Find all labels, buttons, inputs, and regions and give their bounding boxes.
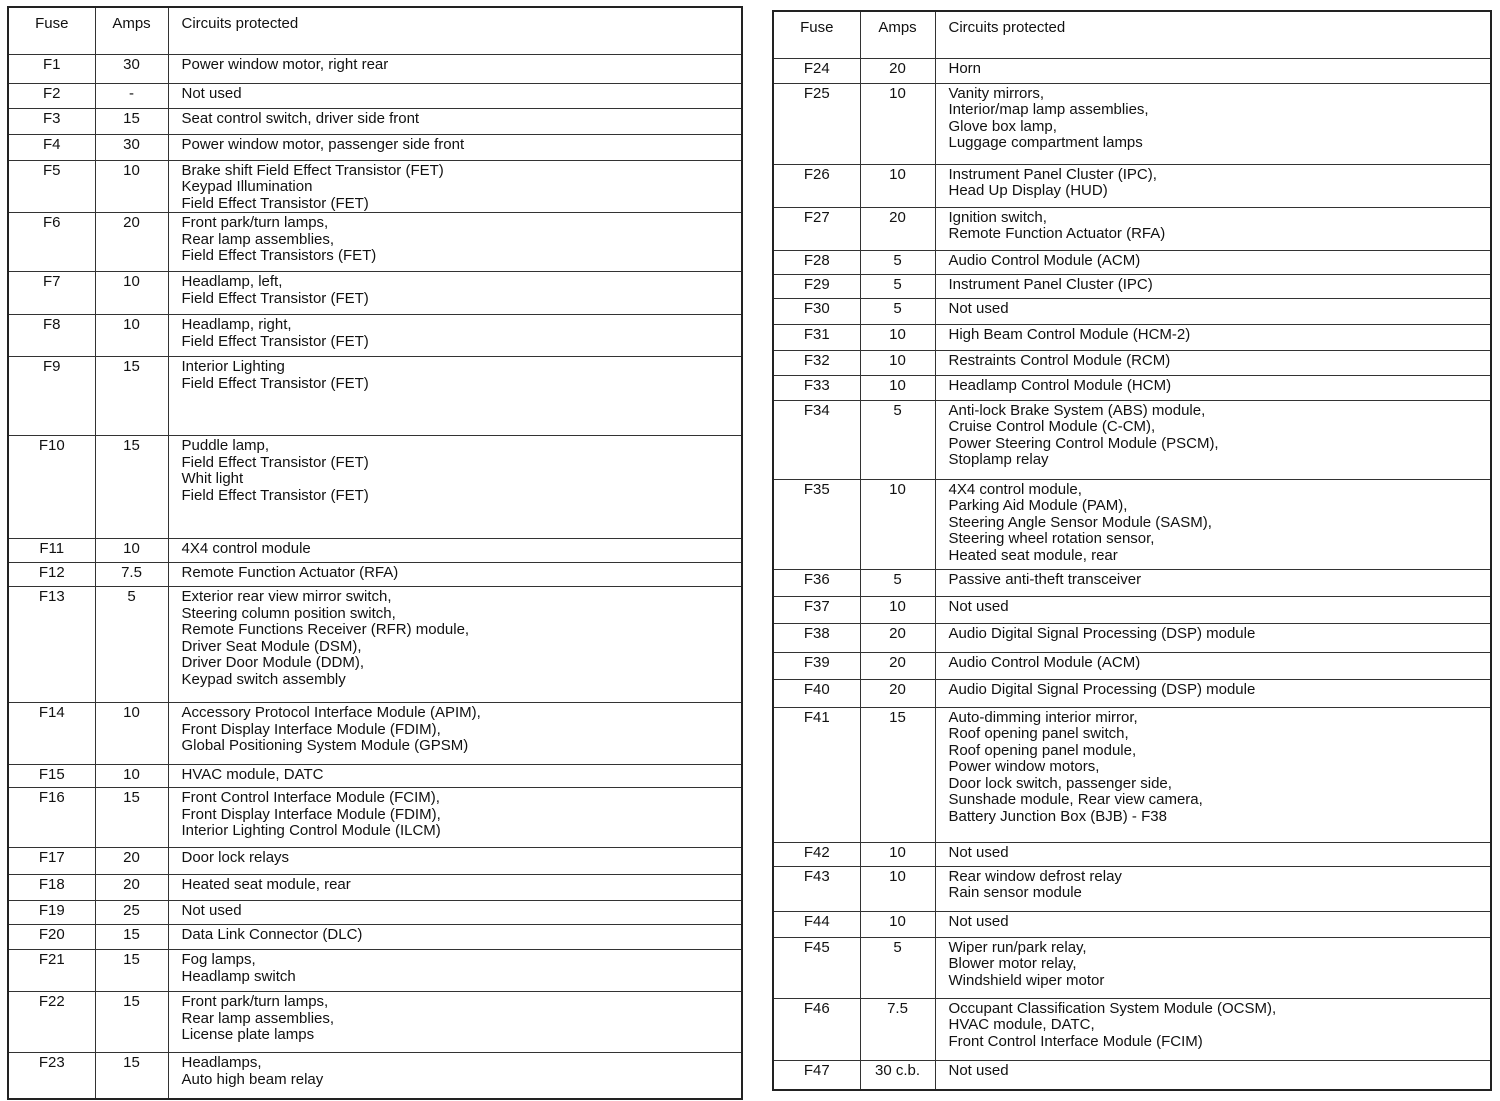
- amps-cell: 10: [860, 350, 935, 375]
- circuits-cell: Heated seat module, rear: [168, 875, 742, 901]
- circuits-cell: Not used: [935, 842, 1491, 866]
- fuse-cell: F28: [773, 250, 860, 274]
- fuse-cell: F2: [8, 83, 95, 108]
- fuse-cell: F9: [8, 357, 95, 436]
- amps-cell: 20: [860, 623, 935, 652]
- fuse-cell: F1: [8, 54, 95, 83]
- circuits-cell: Front park/turn lamps, Rear lamp assemblies, Field Effect Transistors (FET): [168, 213, 742, 272]
- circuits-cell: Ignition switch, Remote Function Actuator (RFA): [935, 207, 1491, 250]
- circuits-cell: Restraints Control Module (RCM): [935, 350, 1491, 375]
- amps-cell: 5: [95, 587, 168, 703]
- fuse-row: [8, 950, 742, 992]
- amps-cell: 15: [95, 357, 168, 436]
- circuits-cell: Front park/turn lamps, Rear lamp assemblies, License plate lamps: [168, 992, 742, 1053]
- amps-cell: 15: [95, 1053, 168, 1099]
- amps-cell: 10: [860, 842, 935, 866]
- circuits-cell: Not used: [168, 83, 742, 108]
- fuse-cell: F19: [8, 901, 95, 925]
- fuse-row: [773, 569, 1491, 596]
- fuse-row: [8, 875, 742, 901]
- amps-cell: 5: [860, 250, 935, 274]
- circuits-cell: Not used: [935, 298, 1491, 324]
- circuits-cell: Puddle lamp, Field Effect Transistor (FET) Whit light Field Effect Transistor (FET): [168, 436, 742, 539]
- amps-cell: 5: [860, 937, 935, 998]
- fuse-cell: F33: [773, 375, 860, 400]
- fuse-cell: F3: [8, 108, 95, 134]
- circuits-cell: Audio Digital Signal Processing (DSP) module: [935, 679, 1491, 707]
- fuse-cell: F7: [8, 272, 95, 315]
- amps-cell: 10: [95, 272, 168, 315]
- amps-cell: 5: [860, 298, 935, 324]
- amps-cell: 20: [860, 652, 935, 679]
- fuse-row: [8, 54, 742, 83]
- circuits-cell: 4X4 control module, Parking Aid Module (PAM), Steering Angle Sensor Module (SASM), Steering wheel rotation sensor, Heated seat module, rear: [935, 479, 1491, 569]
- circuits-cell: Exterior rear view mirror switch, Steering column position switch, Remote Functions Receiver (RFR) module, Driver Seat Module (DSM), Driver Door Module (DDM), Keypad switch assembly: [168, 587, 742, 703]
- amps-cell: 10: [95, 315, 168, 357]
- circuits-cell: Anti-lock Brake System (ABS) module, Cruise Control Module (C-CM), Power Steering Control Module (PSCM), Stoplamp relay: [935, 400, 1491, 479]
- circuits-cell: High Beam Control Module (HCM-2): [935, 324, 1491, 350]
- fuse-cell: F34: [773, 400, 860, 479]
- circuits-cell: 4X4 control module: [168, 539, 742, 563]
- fuse-cell: F27: [773, 207, 860, 250]
- fuse-row: [8, 213, 742, 272]
- fuse-cell: F25: [773, 83, 860, 164]
- circuits-cell: Accessory Protocol Interface Module (APIM), Front Display Interface Module (FDIM), Global Positioning System Module (GPSM): [168, 703, 742, 765]
- circuits-cell: HVAC module, DATC: [168, 765, 742, 788]
- header-circuits: Circuits protected: [168, 7, 742, 54]
- circuits-cell: Instrument Panel Cluster (IPC), Head Up Display (HUD): [935, 164, 1491, 207]
- fuse-row: [773, 83, 1491, 164]
- fuse-row: [8, 788, 742, 848]
- fuse-row: [8, 901, 742, 925]
- amps-cell: 10: [860, 911, 935, 937]
- header-fuse: Fuse: [8, 7, 95, 54]
- amps-cell: 10: [860, 375, 935, 400]
- fuse-row: [8, 703, 742, 765]
- fuse-row: [8, 357, 742, 436]
- fuse-row: [8, 134, 742, 160]
- circuits-cell: Headlamp, right, Field Effect Transistor (FET): [168, 315, 742, 357]
- circuits-cell: Seat control switch, driver side front: [168, 108, 742, 134]
- amps-cell: 15: [95, 788, 168, 848]
- circuits-cell: Remote Function Actuator (RFA): [168, 563, 742, 587]
- circuits-cell: Brake shift Field Effect Transistor (FET) Keypad Illumination Field Effect Transistor (FET): [168, 160, 742, 213]
- circuits-cell: Power window motor, right rear: [168, 54, 742, 83]
- fuse-row: [773, 842, 1491, 866]
- fuse-cell: F20: [8, 925, 95, 950]
- circuits-cell: Not used: [935, 596, 1491, 623]
- circuits-cell: Vanity mirrors, Interior/map lamp assemblies, Glove box lamp, Luggage compartment lamps: [935, 83, 1491, 164]
- fuse-row: [773, 652, 1491, 679]
- header-amps: Amps: [95, 7, 168, 54]
- fuse-row: [773, 937, 1491, 998]
- amps-cell: 15: [95, 436, 168, 539]
- amps-cell: 20: [860, 207, 935, 250]
- fuse-row: [773, 324, 1491, 350]
- fuse-cell: F5: [8, 160, 95, 213]
- circuits-cell: Interior Lighting Field Effect Transistor (FET): [168, 357, 742, 436]
- fuse-row: [773, 998, 1491, 1060]
- fuse-row: [773, 596, 1491, 623]
- circuits-cell: Headlamp Control Module (HCM): [935, 375, 1491, 400]
- amps-cell: 10: [860, 866, 935, 911]
- fuse-cell: F44: [773, 911, 860, 937]
- fuse-row: [773, 866, 1491, 911]
- fuse-row: [8, 83, 742, 108]
- right-header-row: [773, 11, 1491, 58]
- fuse-row: [8, 315, 742, 357]
- fuse-cell: F26: [773, 164, 860, 207]
- fuse-row: [773, 58, 1491, 83]
- fuse-cell: F46: [773, 998, 860, 1060]
- amps-cell: 5: [860, 400, 935, 479]
- fuse-cell: F15: [8, 765, 95, 788]
- circuits-cell: Headlamp, left, Field Effect Transistor (FET): [168, 272, 742, 315]
- fuse-row: [8, 108, 742, 134]
- fuse-row: [773, 679, 1491, 707]
- fuse-cell: F18: [8, 875, 95, 901]
- fuse-cell: F42: [773, 842, 860, 866]
- amps-cell: 15: [95, 108, 168, 134]
- fuse-table-right: [772, 10, 1492, 1091]
- fuse-cell: F11: [8, 539, 95, 563]
- header-amps: Amps: [860, 11, 935, 58]
- fuse-cell: F31: [773, 324, 860, 350]
- fuse-row: [773, 207, 1491, 250]
- fuse-cell: F14: [8, 703, 95, 765]
- circuits-cell: Fog lamps, Headlamp switch: [168, 950, 742, 992]
- fuse-cell: F38: [773, 623, 860, 652]
- fuse-row: [773, 911, 1491, 937]
- fuse-cell: F29: [773, 274, 860, 298]
- circuits-cell: Not used: [168, 901, 742, 925]
- fuse-row: [8, 160, 742, 213]
- amps-cell: 15: [860, 707, 935, 842]
- left-header-row: [8, 7, 742, 54]
- fuse-row: [8, 563, 742, 587]
- fuse-cell: F16: [8, 788, 95, 848]
- fuse-cell: F23: [8, 1053, 95, 1099]
- amps-cell: 10: [860, 164, 935, 207]
- amps-cell: 10: [860, 83, 935, 164]
- fuse-cell: F47: [773, 1060, 860, 1090]
- fuse-row: [8, 587, 742, 703]
- amps-cell: 25: [95, 901, 168, 925]
- fuse-cell: F37: [773, 596, 860, 623]
- fuse-row: [773, 164, 1491, 207]
- circuits-cell: Instrument Panel Cluster (IPC): [935, 274, 1491, 298]
- fuse-cell: F40: [773, 679, 860, 707]
- fuse-row: [8, 539, 742, 563]
- header-circuits: Circuits protected: [935, 11, 1491, 58]
- fuse-cell: F4: [8, 134, 95, 160]
- circuits-cell: Headlamps, Auto high beam relay: [168, 1053, 742, 1099]
- fuse-table-left: [7, 6, 743, 1100]
- circuits-cell: Front Control Interface Module (FCIM), Front Display Interface Module (FDIM), Interior Lighting Control Module (ILCM): [168, 788, 742, 848]
- amps-cell: 5: [860, 274, 935, 298]
- fuse-cell: F39: [773, 652, 860, 679]
- amps-cell: 20: [95, 213, 168, 272]
- fuse-row: [8, 765, 742, 788]
- fuse-cell: F6: [8, 213, 95, 272]
- amps-cell: 10: [860, 324, 935, 350]
- fuse-cell: F45: [773, 937, 860, 998]
- fuse-cell: F36: [773, 569, 860, 596]
- circuits-cell: Audio Digital Signal Processing (DSP) module: [935, 623, 1491, 652]
- fuse-row: [8, 925, 742, 950]
- circuits-cell: Data Link Connector (DLC): [168, 925, 742, 950]
- fuse-cell: F30: [773, 298, 860, 324]
- fuse-row: [8, 992, 742, 1053]
- fuse-row: [773, 623, 1491, 652]
- circuits-cell: Passive anti-theft transceiver: [935, 569, 1491, 596]
- fuse-row: [773, 707, 1491, 842]
- circuits-cell: Audio Control Module (ACM): [935, 250, 1491, 274]
- fuse-row: [8, 1053, 742, 1099]
- circuits-cell: Not used: [935, 911, 1491, 937]
- fuse-cell: F35: [773, 479, 860, 569]
- circuits-cell: Occupant Classification System Module (OCSM), HVAC module, DATC, Front Control Interface Module (FCIM): [935, 998, 1491, 1060]
- fuse-row: [773, 375, 1491, 400]
- amps-cell: 30 c.b.: [860, 1060, 935, 1090]
- fuse-row: [8, 436, 742, 539]
- circuits-cell: Not used: [935, 1060, 1491, 1090]
- amps-cell: 20: [860, 679, 935, 707]
- fuse-cell: F21: [8, 950, 95, 992]
- amps-cell: 5: [860, 569, 935, 596]
- fuse-cell: F12: [8, 563, 95, 587]
- amps-cell: 10: [95, 160, 168, 213]
- amps-cell: 10: [95, 765, 168, 788]
- amps-cell: 15: [95, 925, 168, 950]
- amps-cell: 10: [860, 479, 935, 569]
- fuse-cell: F17: [8, 848, 95, 875]
- amps-cell: 20: [860, 58, 935, 83]
- circuits-cell: Rear window defrost relay Rain sensor module: [935, 866, 1491, 911]
- amps-cell: 30: [95, 54, 168, 83]
- fuse-cell: F8: [8, 315, 95, 357]
- fuse-row: [773, 350, 1491, 375]
- amps-cell: -: [95, 83, 168, 108]
- fuse-cell: F22: [8, 992, 95, 1053]
- amps-cell: 20: [95, 848, 168, 875]
- fuse-cell: F41: [773, 707, 860, 842]
- amps-cell: 7.5: [860, 998, 935, 1060]
- circuits-cell: Door lock relays: [168, 848, 742, 875]
- amps-cell: 30: [95, 134, 168, 160]
- fuse-row: [773, 250, 1491, 274]
- fuse-cell: F43: [773, 866, 860, 911]
- amps-cell: 15: [95, 992, 168, 1053]
- amps-cell: 10: [95, 539, 168, 563]
- fuse-row: [773, 479, 1491, 569]
- circuits-cell: Power window motor, passenger side front: [168, 134, 742, 160]
- fuse-cell: F32: [773, 350, 860, 375]
- fuse-row: [8, 848, 742, 875]
- fuse-cell: F13: [8, 587, 95, 703]
- circuits-cell: Wiper run/park relay, Blower motor relay, Windshield wiper motor: [935, 937, 1491, 998]
- circuits-cell: Horn: [935, 58, 1491, 83]
- circuits-cell: Audio Control Module (ACM): [935, 652, 1491, 679]
- fuse-cell: F24: [773, 58, 860, 83]
- amps-cell: 15: [95, 950, 168, 992]
- amps-cell: 10: [95, 703, 168, 765]
- circuits-cell: Auto-dimming interior mirror, Roof opening panel switch, Roof opening panel module, Power window motors, Door lock switch, passenger side, Sunshade module, Rear view camera, Battery Junction Box (BJB) - F38: [935, 707, 1491, 842]
- fuse-row: [773, 400, 1491, 479]
- amps-cell: 10: [860, 596, 935, 623]
- amps-cell: 7.5: [95, 563, 168, 587]
- header-fuse: Fuse: [773, 11, 860, 58]
- amps-cell: 20: [95, 875, 168, 901]
- fuse-row: [8, 272, 742, 315]
- fuse-row: [773, 1060, 1491, 1090]
- fuse-row: [773, 274, 1491, 298]
- fuse-row: [773, 298, 1491, 324]
- fuse-cell: F10: [8, 436, 95, 539]
